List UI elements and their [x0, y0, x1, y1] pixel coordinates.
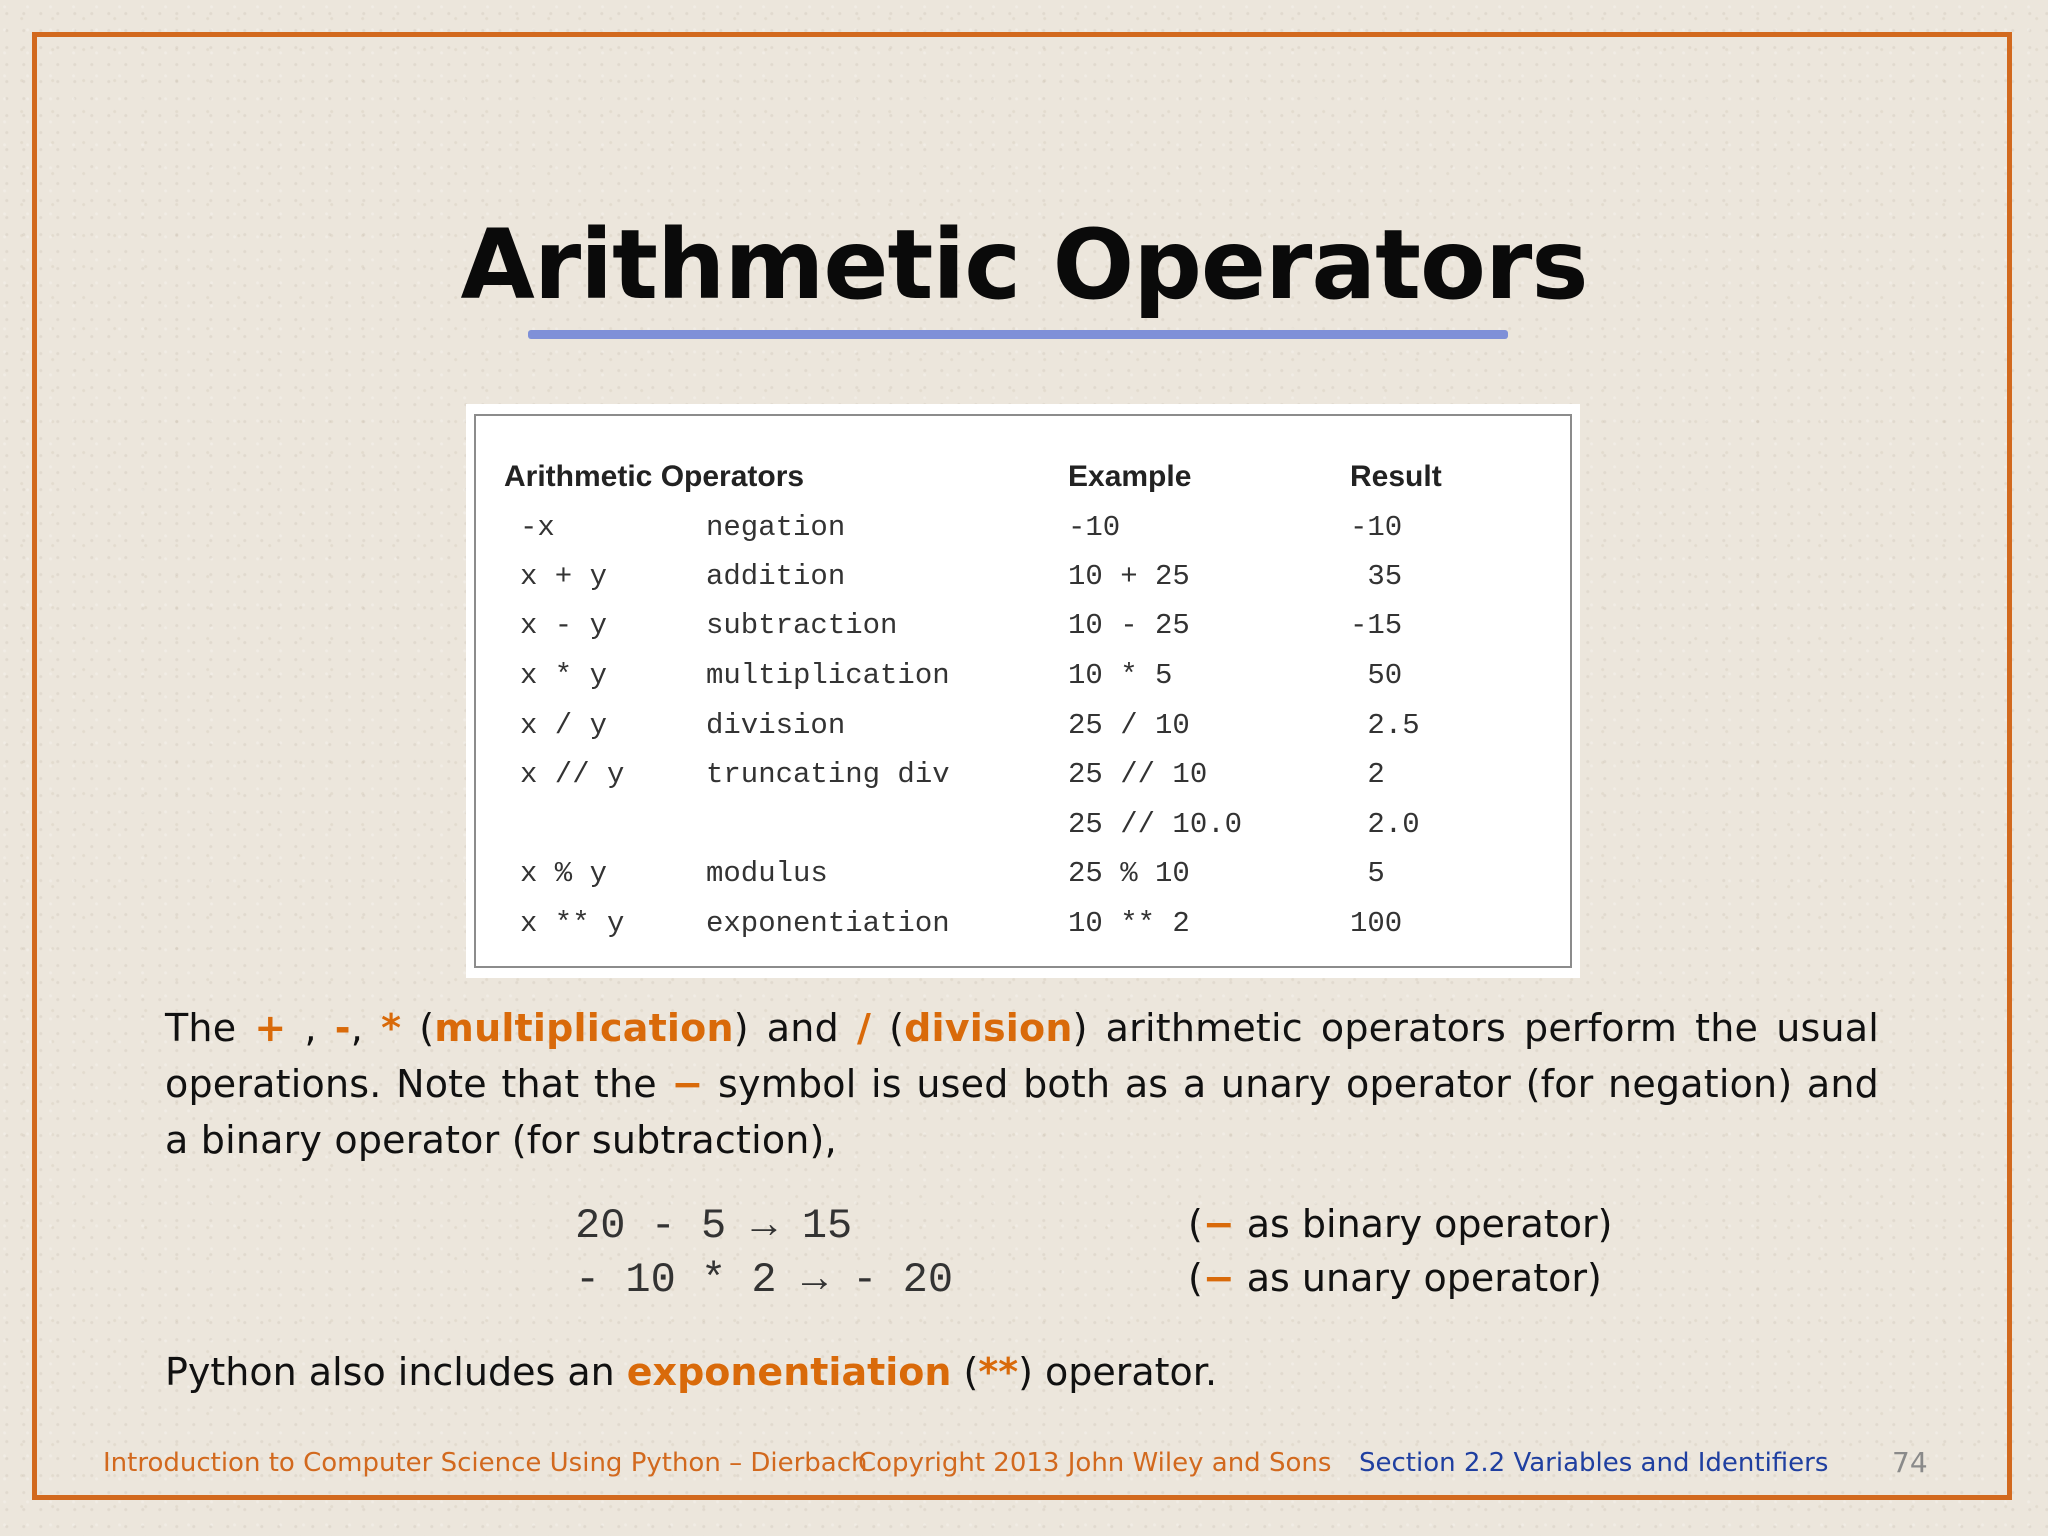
division-term: division	[904, 1006, 1073, 1050]
table-row	[476, 805, 1570, 855]
division-operator: /	[856, 1006, 872, 1050]
result-cell: 2.0	[1350, 808, 1420, 841]
example-cell: 25 / 10	[1068, 709, 1190, 742]
example-cell: 10 * 5	[1068, 659, 1173, 692]
example-cell: 10 ** 2	[1068, 907, 1190, 940]
operator-name-cell: exponentiation	[706, 907, 950, 940]
binary-example-code: 20 - 5 → 15	[575, 1202, 853, 1250]
para-text: ) and	[733, 1006, 857, 1050]
note-text: as binary operator)	[1234, 1202, 1613, 1246]
operator-cell: x % y	[520, 857, 608, 890]
note-text: as unary operator)	[1234, 1256, 1602, 1300]
plus-operator: +	[254, 1006, 287, 1050]
para-text: The	[165, 1006, 255, 1050]
footer-book-title: Introduction to Computer Science Using Python – Dierbach	[103, 1448, 868, 1478]
table-row	[476, 508, 1570, 558]
operator-cell: x // y	[520, 758, 625, 791]
table-row	[476, 706, 1570, 756]
footer-copyright: Copyright 2013 John Wiley and Sons	[858, 1448, 1332, 1478]
minus-symbol: −	[1202, 1256, 1235, 1300]
table-row	[476, 557, 1570, 607]
minus-symbol: −	[1202, 1202, 1235, 1246]
result-cell: -10	[1350, 511, 1403, 544]
operator-name-cell: division	[706, 709, 846, 742]
para-text: ,	[286, 1006, 335, 1050]
example-cell: 25 // 10	[1068, 758, 1208, 791]
header-operators: Arithmetic Operators	[504, 460, 805, 493]
para-text: (	[871, 1006, 905, 1050]
result-cell: 2	[1350, 758, 1385, 791]
example-cell: 10 + 25	[1068, 560, 1190, 593]
exponentiation-term: exponentiation	[626, 1350, 952, 1394]
operator-name-cell: subtraction	[706, 609, 898, 642]
para-text: ) arithmetic operators perform the usual operations. Note that the	[165, 1006, 1879, 1106]
result-cell: 35	[1350, 560, 1403, 593]
explanation-paragraph	[165, 1000, 1879, 1168]
header-result: Result	[1350, 460, 1442, 493]
unary-example-code: - 10 * 2 → - 20	[575, 1256, 954, 1304]
operators-table-image	[466, 404, 1580, 978]
exponentiation-paragraph	[165, 1350, 1217, 1394]
operator-name-cell: modulus	[706, 857, 828, 890]
para-text: (	[951, 1350, 979, 1394]
table-row	[476, 656, 1570, 706]
table-row	[476, 606, 1570, 656]
result-cell: 2.5	[1350, 709, 1420, 742]
table-row	[476, 854, 1570, 904]
operator-name-cell: multiplication	[706, 659, 950, 692]
operator-name-cell: truncating div	[706, 758, 950, 791]
slide-title: Arithmetic Operators	[460, 209, 1588, 321]
para-text: symbol is used both as a unary operator (for negation) and a binary operator (for subtraction),	[165, 1062, 1879, 1162]
operator-cell: x / y	[520, 709, 608, 742]
title-underline	[528, 330, 1508, 339]
para-text: Python also includes an	[165, 1350, 627, 1394]
result-cell: 50	[1350, 659, 1403, 692]
result-cell: 5	[1350, 857, 1385, 890]
operator-cell: x ** y	[520, 907, 625, 940]
unary-example-note	[1188, 1256, 1602, 1300]
header-example: Example	[1068, 460, 1192, 493]
result-cell: 100	[1350, 907, 1403, 940]
operators-table	[474, 414, 1572, 968]
result-cell: -15	[1350, 609, 1403, 642]
table-row	[476, 755, 1570, 805]
binary-example-note	[1188, 1202, 1612, 1246]
example-cell: 25 % 10	[1068, 857, 1190, 890]
table-row	[476, 904, 1570, 954]
para-text: ) operator.	[1018, 1350, 1218, 1394]
note-text: (	[1188, 1202, 1203, 1246]
operator-name-cell: negation	[706, 511, 846, 544]
multiplication-term: multiplication	[434, 1006, 734, 1050]
para-text: (	[401, 1006, 435, 1050]
operator-cell: x + y	[520, 560, 608, 593]
footer-section: Section 2.2 Variables and Identifiers	[1359, 1448, 1829, 1478]
operator-cell: x * y	[520, 659, 608, 692]
exponent-operator: **	[978, 1350, 1019, 1394]
note-text: (	[1188, 1256, 1203, 1300]
operator-cell: x - y	[520, 609, 608, 642]
minus-symbol: −	[671, 1062, 704, 1106]
para-text: ,	[350, 1006, 382, 1050]
operator-cell: -x	[520, 511, 555, 544]
example-cell: -10	[1068, 511, 1121, 544]
example-cell: 25 // 10.0	[1068, 808, 1243, 841]
times-operator: *	[381, 1006, 402, 1050]
page-number: 74	[1892, 1446, 1928, 1479]
operator-name-cell: addition	[706, 560, 846, 593]
minus-operator: -	[334, 1006, 351, 1050]
example-cell: 10 - 25	[1068, 609, 1190, 642]
